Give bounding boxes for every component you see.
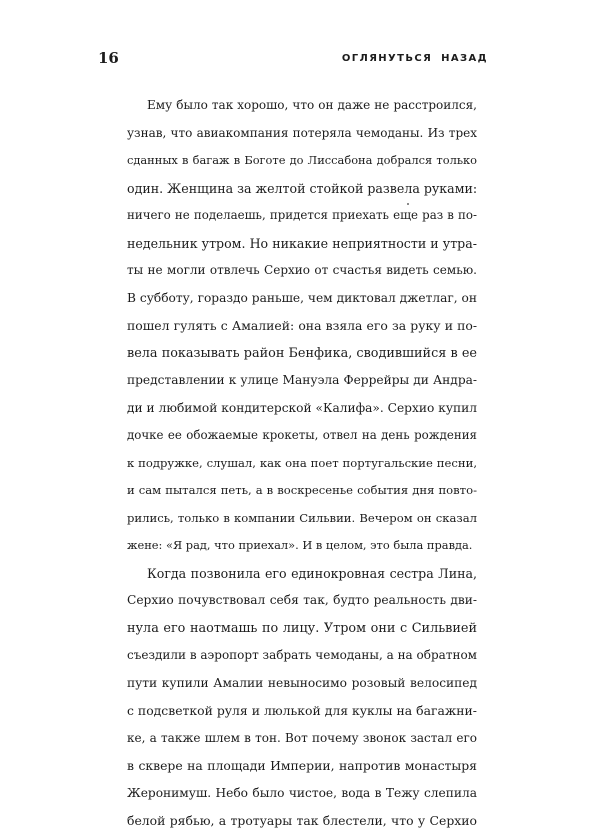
- text-line: пути купили Амалии невыносимо розовый велосипед: [127, 675, 477, 690]
- text-line: белой рябью, а тротуары так блестели, что у Серхио: [127, 813, 477, 828]
- text-line: и сам пытался петь, а в воскресенье события дня повто-: [127, 483, 477, 497]
- text-line: недельник утром. Но никакие неприятности и утра-: [127, 235, 477, 251]
- text-line: узнав, что авиакомпания потеряла чемоданы. Из трех: [127, 125, 477, 140]
- text-line: ты не могли отвлечь Серхио от счастья видеть семью.: [127, 263, 477, 277]
- text-line: Серхио почувствовал себя так, будто реальность дви-: [127, 593, 477, 607]
- running-title: ОГЛЯНУТЬСЯ НАЗАД: [341, 53, 488, 64]
- text-line: съездили в аэропорт забрать чемоданы, а на обратном: [127, 648, 478, 662]
- text-line: представлении к улице Мануэла Феррейры ди Андра-: [127, 373, 477, 387]
- text-line: ке, а также шлем в тон. Вот почему звонок застал его: [127, 730, 477, 745]
- text-line: с подсветкой руля и люлькой для куклы на багажни-: [127, 703, 477, 718]
- page-number: 16: [98, 49, 119, 67]
- text-line: в сквере на площади Империи, напротив монастыря: [127, 758, 477, 773]
- text-line: В субботу, гораздо раньше, чем диктовал джетлаг, он: [127, 290, 477, 305]
- text-line: жене: «Я рад, что приехал». И в целом, это была правда.: [127, 538, 473, 552]
- text-line: дочке ее обожаемые крокеты, отвел на день рождения: [127, 428, 477, 442]
- text-line: один. Женщина за желтой стойкой развела руками:: [127, 180, 478, 196]
- text-line: нула его наотмашь по лицу. Утром они с Сильвией: [127, 620, 477, 636]
- text-line: ди и любимой кондитерской «Калифа». Серхио купил: [127, 400, 477, 415]
- text-line: сданных в багаж в Боготе до Лиссабона добрался только: [127, 153, 477, 167]
- body-text: [127, 92, 477, 835]
- text-line: ничего не поделаешь, придется приехать еще раз в по-: [127, 208, 477, 222]
- text-line: вела показывать район Бенфика, сводившийся в ее: [127, 345, 477, 361]
- text-line: Ему было так хорошо, что он даже не расстроился,: [147, 98, 477, 112]
- text-line: пошел гулять с Амалией: она взяла его за руку и по-: [127, 318, 477, 333]
- text-line: рились, только в компании Сильвии. Вечером он сказал: [127, 510, 477, 525]
- page-header: [0, 48, 600, 72]
- text-line: Жеронимуш. Небо было чистое, вода в Тежу слепила: [127, 785, 477, 800]
- text-line: Когда позвонила его единокровная сестра Лина,: [147, 565, 477, 581]
- text-line: к подружке, слушал, как она поет португальские песни,: [127, 455, 477, 470]
